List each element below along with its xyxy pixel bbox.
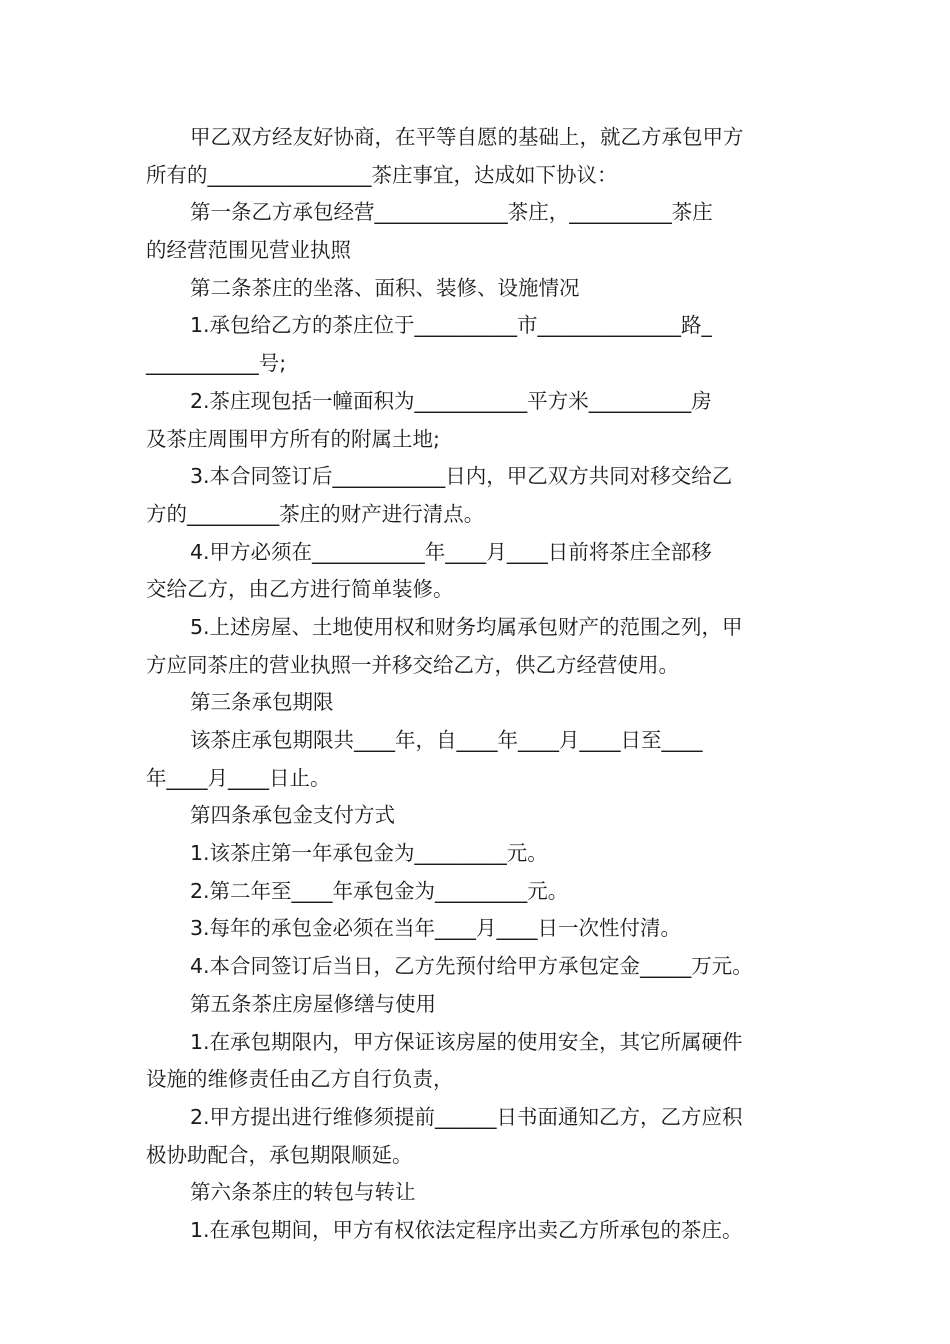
text-line: 2.第二年至____年承包金为_________元。 xyxy=(190,878,569,903)
text-line: 4.甲方必须在___________年____月____日前将茶庄全部移 xyxy=(190,539,712,564)
text-line: 交给乙方，由乙方进行简单装修。 xyxy=(146,577,454,602)
text-line: 1.该茶庄第一年承包金为_________元。 xyxy=(190,841,548,866)
section-heading: 第三条承包期限 xyxy=(190,690,334,715)
text-line: 5.上述房屋、土地使用权和财务均属承包财产的范围之列，甲 xyxy=(190,614,743,639)
section-heading: 第四条承包金支付方式 xyxy=(190,803,395,828)
text-line: 1.在承包期限内，甲方保证该房屋的使用安全，其它所属硬件 xyxy=(190,1029,743,1054)
text-line: 1.在承包期间，甲方有权依法定程序出卖乙方所承包的茶庄。 xyxy=(190,1217,743,1242)
text-line: 3.每年的承包金必须在当年____月____日一次性付清。 xyxy=(190,916,682,941)
section-heading: 第五条茶庄房屋修缮与使用 xyxy=(190,991,436,1016)
text-line: 极协助配合，承包期限顺延。 xyxy=(146,1142,413,1167)
text-line: 方的_________茶庄的财产进行清点。 xyxy=(146,501,485,526)
section-heading: 第六条茶庄的转包与转让 xyxy=(190,1180,416,1205)
text-line: 2.茶庄现包括一幢面积为___________平方米__________房 xyxy=(190,388,712,413)
document-body xyxy=(146,119,808,1250)
text-line: 及茶庄周围甲方所有的附属土地; xyxy=(146,426,440,451)
text-line: 设施的维修责任由乙方自行负责， xyxy=(146,1067,454,1092)
text-line: 第一条乙方承包经营_____________茶庄，__________茶庄 xyxy=(190,200,713,225)
text-line: 年____月____日止。 xyxy=(146,765,331,790)
text-line: 1.承包给乙方的茶庄位于__________市______________路_ xyxy=(190,313,712,338)
text-line: 的经营范围见营业执照 xyxy=(146,238,351,263)
text-line: 3.本合同签订后___________日内，甲乙双方共同对移交给乙 xyxy=(190,464,733,489)
text-line: 甲乙双方经友好协商，在平等自愿的基础上，就乙方承包甲方 xyxy=(190,125,744,149)
text-line: 所有的________________茶庄事宜，达成如下协议： xyxy=(146,162,618,187)
text-line: 方应同茶庄的营业执照一并移交给乙方，供乙方经营使用。 xyxy=(146,652,679,677)
section-heading: 第二条茶庄的坐落、面积、装修、设施情况 xyxy=(190,275,580,300)
text-line: 该茶庄承包期限共____年，自____年____月____日至____ xyxy=(190,728,703,752)
text-line: 2.甲方提出进行维修须提前______日书面通知乙方，乙方应积 xyxy=(190,1104,743,1129)
text-line: 4.本合同签订后当日，乙方先预付给甲方承包定金_____万元。 xyxy=(190,954,753,979)
text-line: ___________号; xyxy=(146,351,287,376)
